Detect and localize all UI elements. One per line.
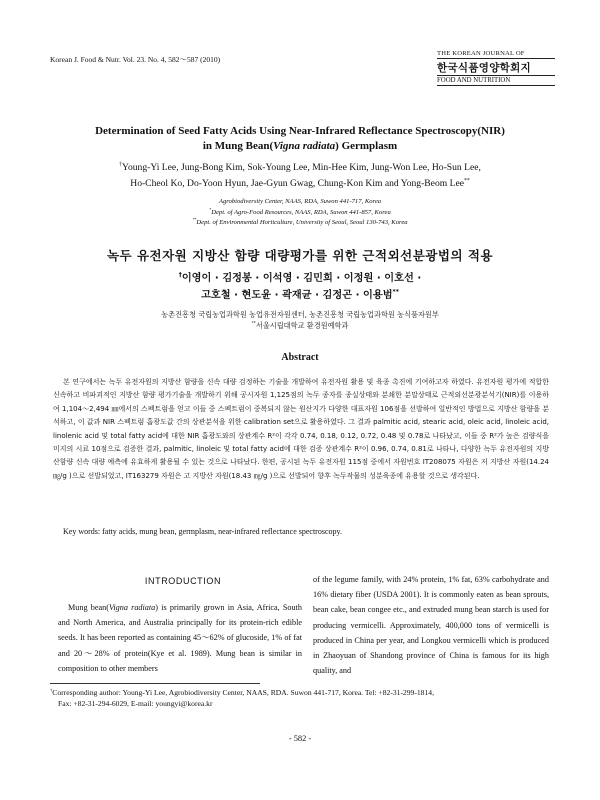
affiliation-en-3: **Dept. of Environmental Horticulture, University of Seoul, Seoul 130-743, Korea	[192, 216, 408, 226]
authors-ko	[40, 270, 560, 304]
footnote-divider	[50, 683, 260, 684]
authors-ko-line2: 고호철 · 현도윤 · 곽재균 · 김정곤 · 이용범**	[201, 288, 399, 301]
affiliation-en-1: Agrobiodiversity Center, NAAS, RDA, Suwon 441-717, Korea	[218, 198, 382, 205]
journal-citation: Korean J. Food & Nutr. Vol. 23. No. 4, 582～587 (2010)	[50, 55, 221, 64]
affiliations-en	[40, 197, 560, 229]
abstract-heading: Abstract	[281, 352, 319, 363]
species-name: Vigna radiata	[273, 140, 336, 152]
page-number: - 582 -	[288, 734, 312, 743]
affiliations-ko	[40, 309, 560, 331]
journal-name-ko: 한국식품영양학회지	[437, 59, 555, 76]
affiliation-ko-line2: **서울시립대학교 환경원예학과	[251, 321, 349, 330]
paper-title-en	[40, 124, 560, 154]
introduction-heading: INTRODUCTION	[144, 576, 222, 586]
authors-en-line1: †Young-Yi Lee, Jung-Bong Kim, Sok-Young Lee, Min-Hee Kim, Jung-Won Lee, Ho-Sun Lee,	[119, 161, 481, 173]
paper-title-ko: 녹두 유전자원 지방산 함량 대량평가를 위한 근적외선분광법의 적용	[106, 248, 494, 263]
species-name-intro: Vigna radiata	[108, 603, 156, 612]
corresponding-author-footnote	[50, 687, 560, 709]
affiliation-ko-line1: 농촌진흥청 국립농업과학원 농업유전자원센터, 농촌진흥청 국립농업과학원 농식품자원부	[161, 310, 439, 319]
introduction-right-column: of the legume family, with 24% protein, 1% fat, 63% carbohydrate and 16% dietary fiber (USDA 2001). It is commonly eaten as bean sprouts, bean cake, bean congee etc., and extruded mung bean starch is used for producing vermicelli. Approximately, 400,000 tons of vermicelli is produced in China per year, and Longkou vermicelli which is produced in Zhaoyuan of Shandong province of China is famous for its high quality, and	[313, 575, 549, 676]
title-en-line1: Determination of Seed Fatty Acids Using Near-Infrared Reflectance Spectroscopy(NIR)	[95, 125, 505, 137]
journal-name-en-top: THE KOREAN JOURNAL OF	[437, 50, 555, 59]
introduction-left-column: Mung bean(Vigna radiata) is primarily grown in Asia, Africa, South and North America, and Australia principally for its protein-rich edible seeds. It has been reported as containing 45～62% of glucoside, 1% of fat and 20～28% of protein(Kye et al. 1989). Mung bean is similar in composition to other members	[58, 603, 302, 673]
title-en-line2: in Mung Bean(Vigna radiata) Germplasm	[202, 140, 398, 152]
authors-ko-line1: †이영이 · 김정봉 · 이석영 · 김민희 · 이정원 · 이호선 ·	[178, 271, 422, 284]
abstract-body: 본 연구에서는 녹두 유전자원의 지방산 함량을 신속 대량 검정하는 기술을 개발하여 유전자원 활용 및 육종 촉진에 기여하고자 하였다. 유전자원 평가에 적합한 신속하고 비파괴적인 지방산 함량 평가기술을 개발하기 위해 공시자원 1,125점의 녹두 종자를 종실상태와 분쇄한 분말상태로 근적외선분광분석기(NIR)를 이용하여 1,104～2,494 ㎚에서의 스펙트럼을 얻고 이들 중 스펙트럼이 중복되지 않는 원산지가 다양한 대표자원 106점을 선발하여 일반적인 방법으로 지방산 함량을 분석하고, 이 값과 NIR 스펙트럼 흡광도값 간의 상관분석을 위한 calibration set으로 활용하였다. 그 결과 palmitic acid, stearic acid, oleic acid, linoleic acid, linolenic acid 및 total fatty acid에 대한 NIR 흡광도와의 상관계수 R²이 각각 0.74, 0.18, 0.12, 0.72, 0.48 및 0.78로 나타났고, 이들 중 R²가 높은 검량식을 미지의 시료 10점으로 검증한 결과, palmitic, linoleic 및 total fatty acid에 대한 검증 상관계수 R²이 0.96, 0.74, 0.81로 나타나, 다양한 녹두 유전자원의 지방산함량 신속 대량 예측에 유효하게 활용될 수 있는 것으로 나타났다. 한편, 공시된 녹두 유전자원 115점 중에서 자원번호 IT208075 자원은 저 지방산 자원(14.24 ㎎/g )으로 선발되었고, IT163279 자원은 고 지방산 자원(18.43 ㎎/g )으로 선발되어 향후 녹두작물의 성분육종에 유용할 것으로 생각된다.	[53, 378, 549, 480]
journal-name-en-bottom: FOOD AND NUTRITION	[437, 76, 555, 86]
authors-en	[40, 160, 560, 192]
affiliation-en-2: *Dept. of Agro-Food Resources, NAAS, RDA, Suwon 441-857, Korea	[209, 206, 391, 216]
keywords: Key words: fatty acids, mung bean, germplasm, near-infrared reflectance spectroscopy.	[63, 527, 342, 536]
footnote-line2: Fax: +82-31-294-6029, E-mail: youngyi@korea.kr	[58, 699, 213, 708]
authors-en-line2: Ho-Cheol Ko, Do-Yoon Hyun, Jae-Gyun Gwag, Chung-Kon Kim and Yong-Beom Lee**	[130, 177, 470, 189]
footnote-line1: †Corresponding author: Young-Yi Lee, Agrobiodiversity Center, NAAS, RDA. Suwon 441-717, Korea. Tel: +82-31-299-1814,	[50, 687, 434, 697]
journal-logo	[437, 50, 555, 86]
